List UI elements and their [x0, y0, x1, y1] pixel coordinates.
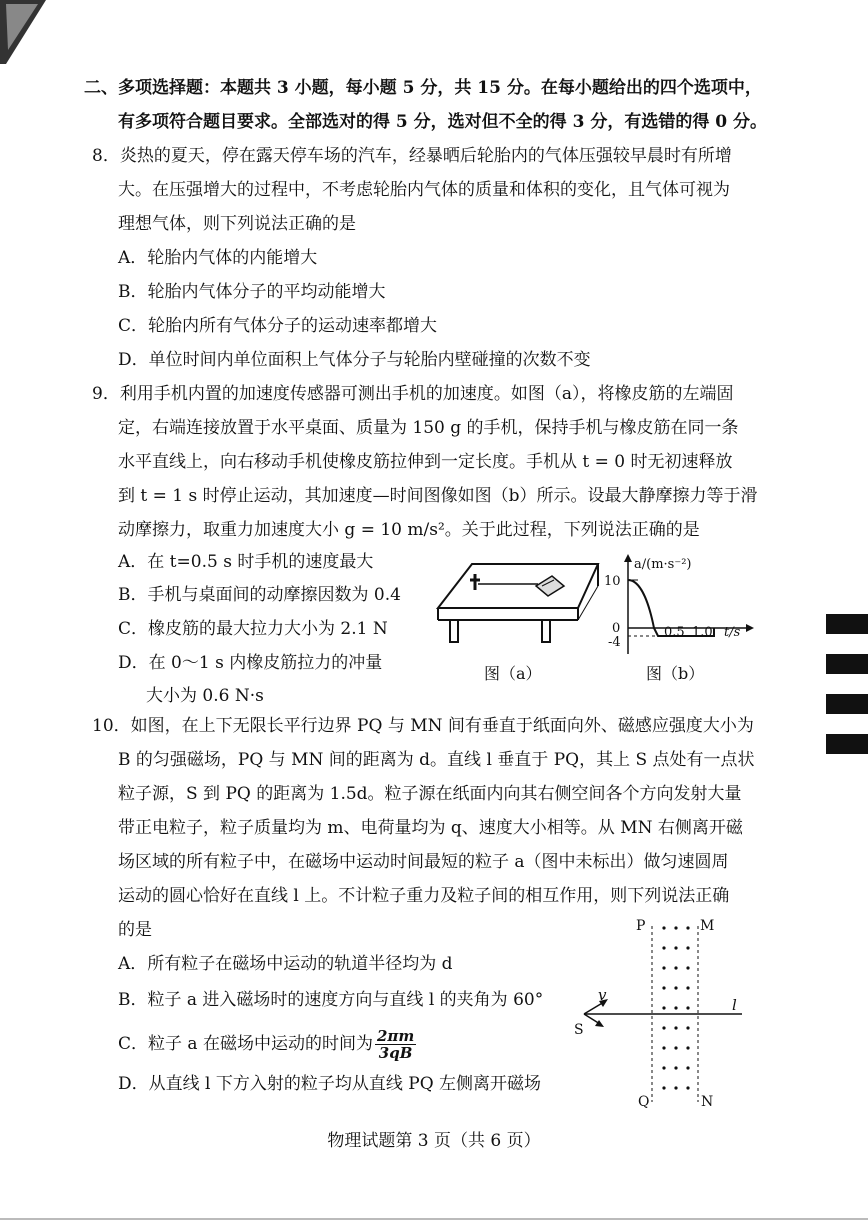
q8-option-b: B．轮胎内气体分子的平均动能增大 — [118, 282, 386, 302]
q9-line4: 到 t = 1 s 时停止运动，其加速度—时间图像如图（b）所示。设最大静摩擦力等于滑 — [118, 486, 758, 506]
q10-line2: B 的匀强磁场，PQ 与 MN 间的距离为 d。直线 l 垂直于 PQ，其上 S 点处有一点状 — [118, 750, 755, 770]
q10-line5: 场区域的所有粒子中，在磁场中运动时间最短的粒子 a（图中未标出）做匀速圆周 — [118, 852, 729, 872]
graph-xtick-1.0: 1.0 — [692, 625, 713, 640]
q9-option-a: A．在 t=0.5 s 时手机的速度最大 — [118, 552, 374, 572]
graph-ytick-10: 10 — [604, 574, 621, 589]
q9-option-c: C．橡皮筋的最大拉力大小为 2.1 N — [118, 619, 388, 639]
q10-line7: 的是 — [118, 920, 152, 940]
q10-line4: 带正电粒子，粒子质量均为 m、电荷量均为 q、速度大小相等。从 MN 右侧离开磁 — [118, 818, 743, 838]
q10-field-diagram — [570, 912, 750, 1112]
q9-line3: 水平直线上，向右移动手机使橡皮筋拉伸到一定长度。手机从 t = 0 时无初速释放 — [118, 452, 733, 472]
q9-figure-b-graph — [598, 548, 766, 660]
label-Q: Q — [638, 1094, 650, 1110]
q9-option-d: D．在 0～1 s 内橡皮筋拉力的冲量 — [118, 653, 383, 673]
q9-fig-b-caption: 图（b） — [646, 664, 705, 683]
fraction-denominator: 3qB — [378, 1044, 413, 1062]
graph-ytick-neg4: -4 — [608, 635, 621, 650]
q8-line3: 理想气体，则下列说法正确的是 — [118, 214, 356, 234]
q10-option-a: A．所有粒子在磁场中运动的轨道半径均为 d — [118, 954, 453, 974]
q10-option-b: B．粒子 a 进入磁场时的速度方向与直线 l 的夹角为 60° — [118, 990, 544, 1010]
q10-line6: 运动的圆心恰好在直线 l 上。不计粒子重力及粒子间的相互作用，则下列说法正确 — [118, 886, 730, 906]
q10-option-c — [118, 1028, 416, 1061]
section-title-line1: 二、多项选择题：本题共 3 小题，每小题 5 分，共 15 分。在每小题给出的四个选项中， — [84, 78, 762, 98]
q9-line1: 9．利用手机内置的加速度传感器可测出手机的加速度。如图（a），将橡皮筋的左端固 — [92, 384, 734, 404]
edge-tab-marks — [826, 614, 868, 774]
q8-line2: 大。在压强增大的过程中，不考虑轮胎内气体的质量和体积的变化，且气体可视为 — [118, 180, 730, 200]
section-title-line2: 有多项符合题目要求。全部选对的得 5 分，选对但不全的得 3 分，有选错的得 0 分。 — [118, 112, 767, 132]
q9-option-b: B．手机与桌面间的动摩擦因数为 0.4 — [118, 585, 401, 605]
fraction-numerator: 2πm — [376, 1027, 415, 1045]
q10-option-d: D．从直线 l 下方入射的粒子均从直线 PQ 左侧离开磁场 — [118, 1074, 542, 1094]
q9-fig-a-caption: 图（a） — [484, 664, 542, 683]
scan-corner-mark — [0, 0, 46, 64]
graph-xtick-0.5: 0.5 — [664, 625, 685, 640]
label-N: N — [701, 1094, 714, 1110]
graph-ytick-0: 0 — [612, 621, 621, 636]
label-l: l — [732, 996, 737, 1014]
label-M: M — [700, 918, 715, 934]
bottom-rule — [0, 1218, 868, 1220]
graph-ylabel: a/(m·s⁻²) — [634, 557, 692, 572]
label-S: S — [574, 1022, 584, 1038]
q8-option-d: D．单位时间内单位面积上气体分子与轮胎内壁碰撞的次数不变 — [118, 350, 591, 370]
q10-option-c-fraction — [375, 1028, 416, 1061]
q10-line3: 粒子源，S 到 PQ 的距离为 1.5d。粒子源在纸面内向其右侧空间各个方向发射大量 — [118, 784, 742, 804]
q8-line1: 8．炎热的夏天，停在露天停车场的汽车，经暴晒后轮胎内的气体压强较早晨时有所增 — [92, 146, 732, 166]
label-v: v — [598, 986, 607, 1004]
graph-xlabel: t/s — [724, 625, 741, 640]
q8-option-a: A．轮胎内气体的内能增大 — [118, 248, 318, 268]
q10-line1: 10．如图，在上下无限长平行边界 PQ 与 MN 间有垂直于纸面向外、磁感应强度大小为 — [92, 716, 754, 736]
page-footer: 物理试题第 3 页（共 6 页） — [327, 1131, 541, 1151]
q8-option-c: C．轮胎内所有气体分子的运动速率都增大 — [118, 316, 438, 336]
label-P: P — [636, 918, 646, 934]
q9-option-d-cont: 大小为 0.6 N·s — [146, 686, 264, 706]
q9-figure-a — [430, 556, 605, 656]
q9-line2: 定，右端连接放置于水平桌面、质量为 150 g 的手机，保持手机与橡皮筋在同一条 — [118, 418, 739, 438]
q9-line5: 动摩擦力，取重力加速度大小 g = 10 m/s²。关于此过程，下列说法正确的是 — [118, 520, 700, 540]
q10-option-c-prefix: C．粒子 a 在磁场中运动的时间为 — [118, 1034, 373, 1054]
